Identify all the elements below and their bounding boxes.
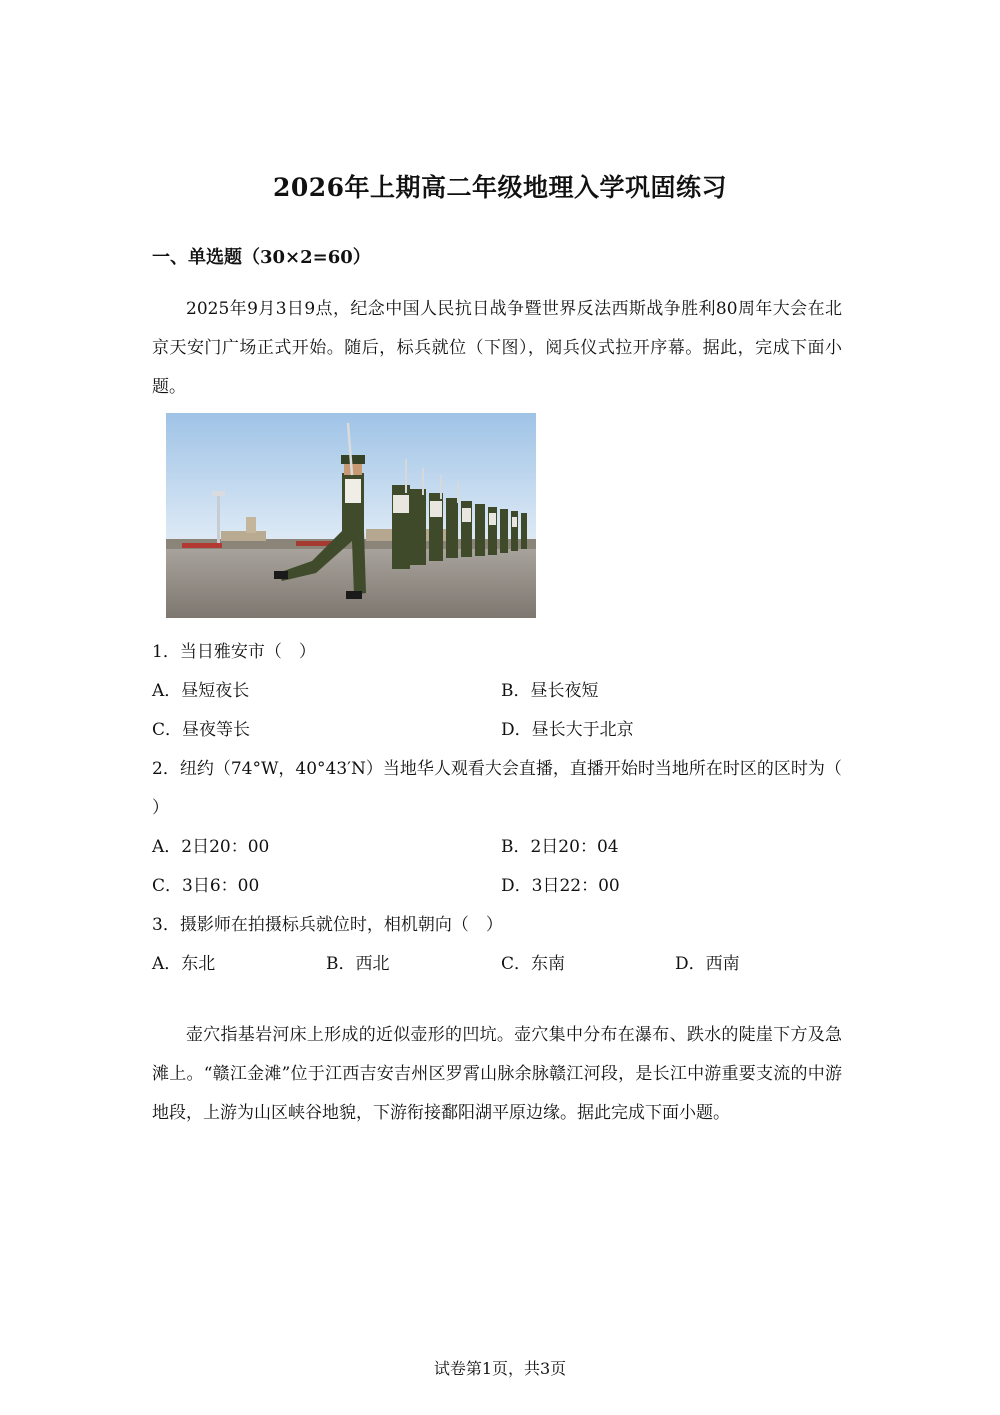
q1-option-c[interactable]: C．昼夜等长 [152,720,251,740]
section-heading: 一、单选题（30×2=60） [152,247,371,268]
q2-option-b[interactable]: B．2日20：04 [501,837,619,857]
q3-option-d[interactable]: D．西南 [675,954,740,974]
q3-option-b[interactable]: B．西北 [326,954,390,974]
parade-photo [166,413,536,618]
honor-guard-image [166,413,536,618]
passage-potholes: 壶穴指基岩河床上形成的近似壶形的凹坑。壶穴集中分布在瀑布、跌水的陡崖下方及急滩上。“赣江金滩”位于江西吉安吉州区罗霄山脉余脉赣江河段，是长江中游重要支流的中游地段，上游为山区峡谷地貌，下游衔接鄱阳湖平原边缘。据此完成下面小题。 [152,1025,842,1123]
passage-parade: 2025年9月3日9点，纪念中国人民抗日战争暨世界反法西斯战争胜利80周年大会在北京天安门广场正式开始。随后，标兵就位（下图），阅兵仪式拉开序幕。据此，完成下面小题。 [152,299,842,397]
q3-option-a[interactable]: A．东北 [152,954,216,974]
question-2-stem: 2．纽约（74°W，40°43′N）当地华人观看大会直播，直播开始时当地所在时区的区时为（ [152,759,842,779]
question-2-stem-continued: ） [152,798,169,818]
page-footer: 试卷第1页，共3页 [433,1359,567,1378]
q1-option-b[interactable]: B．昼长夜短 [501,681,599,701]
question-3-stem: 3．摄影师在拍摄标兵就位时，相机朝向（ ） [152,915,503,935]
q1-option-d[interactable]: D．昼长大于北京 [501,720,634,740]
q2-option-d[interactable]: D．3日22：00 [501,876,620,896]
exam-title: 2026年上期高二年级地理入学巩固练习 [272,173,728,202]
q2-option-a[interactable]: A．2日20：00 [152,837,270,857]
q2-option-c[interactable]: C．3日6：00 [152,876,260,896]
q1-option-a[interactable]: A．昼短夜长 [152,681,250,701]
q3-option-c[interactable]: C．东南 [501,954,566,974]
question-1-stem: 1．当日雅安市（ ） [152,642,316,662]
